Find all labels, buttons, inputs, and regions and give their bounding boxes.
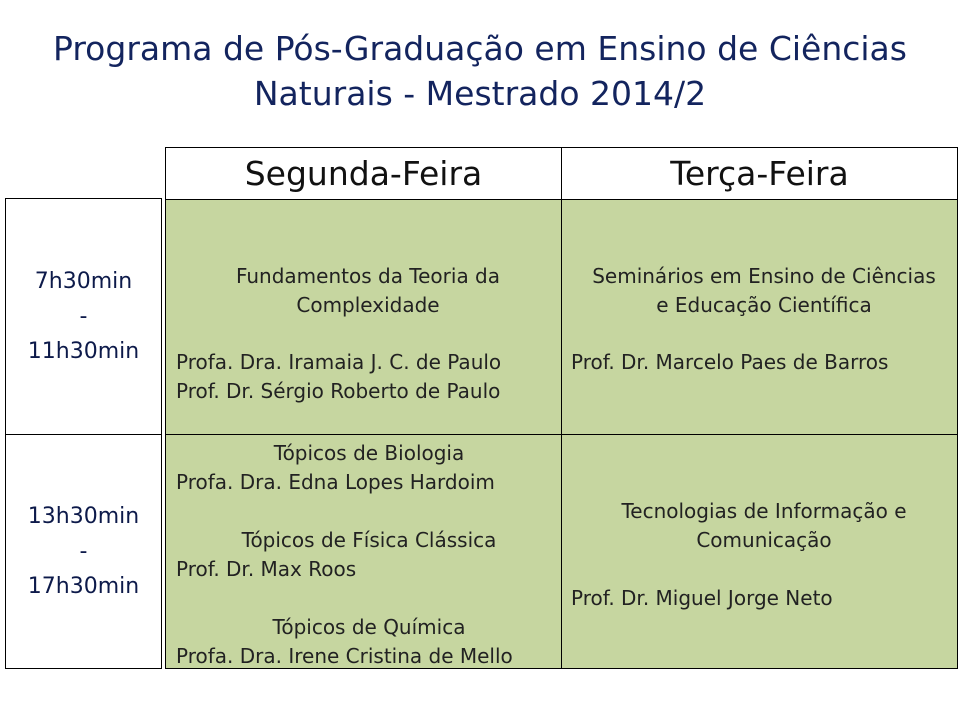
cell-afternoon-monday <box>165 434 562 669</box>
course-name: Comunicação <box>696 528 832 552</box>
course-name: Fundamentos da Teoria da <box>235 264 501 288</box>
time-slot-afternoon <box>5 434 162 669</box>
header-monday: Segunda-Feira <box>165 147 562 200</box>
course-name: Tecnologias de Informação e <box>621 499 907 523</box>
cell-morning-tuesday <box>561 199 958 435</box>
professor-block <box>571 348 957 377</box>
time-start: 7h30min <box>34 269 133 294</box>
professor-name: Profa. Dra. Irene Cristina de Mello <box>176 644 513 668</box>
course-name: Seminários em Ensino de Ciências <box>592 264 936 288</box>
title-line-1: Programa de Pós-Graduação em Ensino de Ciências <box>53 29 907 68</box>
page-title <box>0 26 960 116</box>
professor-name: Prof. Dr. Marcelo Paes de Barros <box>571 350 889 374</box>
course-block <box>176 439 562 497</box>
course-name: Tópicos de Química <box>272 615 466 639</box>
professor-name: Profa. Dra. Iramaia J. C. de Paulo <box>176 350 502 374</box>
professor-block <box>176 348 562 406</box>
professor-name: Prof. Dr. Sérgio Roberto de Paulo <box>176 379 501 403</box>
time-separator: - <box>79 304 88 329</box>
professor-name: Profa. Dra. Edna Lopes Hardoim <box>176 470 495 494</box>
time-end: 11h30min <box>27 339 140 364</box>
course-name: Tópicos de Física Clássica <box>241 528 497 552</box>
time-separator: - <box>79 539 88 564</box>
professor-name: Prof. Dr. Miguel Jorge Neto <box>571 586 833 610</box>
time-end: 17h30min <box>27 574 140 599</box>
course-name: e Educação Científica <box>656 293 872 317</box>
course-block <box>571 497 957 555</box>
course-block <box>175 262 561 320</box>
cell-morning-monday <box>165 199 562 435</box>
title-line-2: Naturais - Mestrado 2014/2 <box>253 74 707 113</box>
course-block <box>176 526 562 584</box>
professor-name: Prof. Dr. Max Roos <box>176 557 357 581</box>
header-tuesday: Terça-Feira <box>561 147 958 200</box>
professor-block <box>571 584 957 613</box>
time-start: 13h30min <box>27 504 140 529</box>
course-name: Tópicos de Biologia <box>273 441 465 465</box>
course-block <box>176 613 562 671</box>
course-block <box>571 262 957 320</box>
cell-afternoon-tuesday <box>561 434 958 669</box>
time-slot-morning <box>5 198 162 435</box>
course-name: Complexidade <box>296 293 440 317</box>
